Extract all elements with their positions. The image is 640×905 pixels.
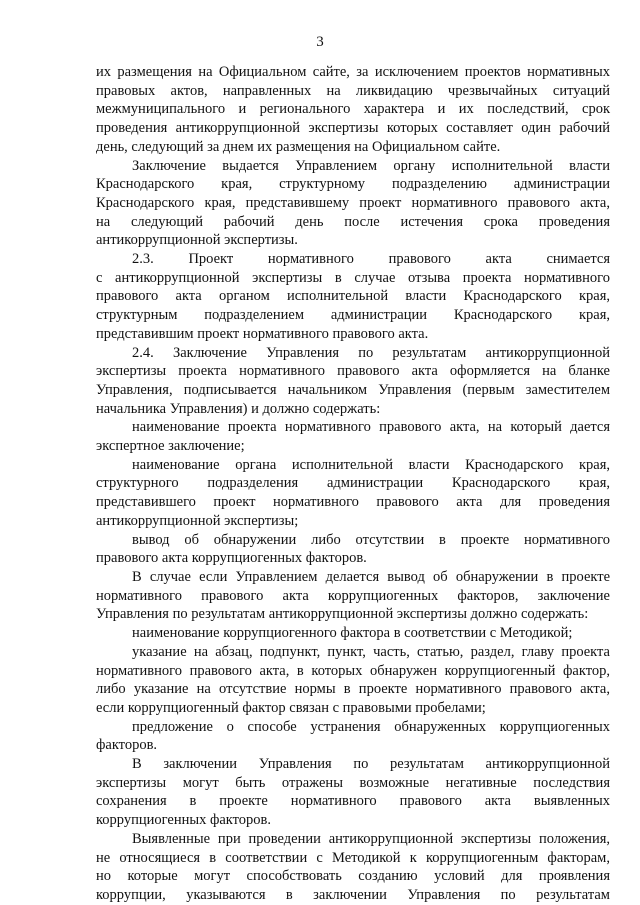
text-line: на следующий рабочий день после истечения срока проведения (96, 213, 610, 230)
text-line: правового акта коррупциогенных факторов. (96, 550, 367, 567)
text-line: коррупции, указываются в заключении Управления по результатам (96, 886, 610, 903)
text-line: либо указание на отсутствие нормы в проекте нормативного правового акта, (96, 681, 610, 698)
text-line: структурного подразделения администрации Краснодарского края, (96, 475, 610, 492)
text-line: предложение о способе устранения обнаруженных коррупциогенных (132, 718, 610, 735)
text-line: В заключении Управления по результатам антикоррупционной (132, 756, 610, 773)
text-line: нормативного правового акта, в которых обнаружен коррупциогенный фактор, (96, 662, 610, 679)
text-line: антикоррупционной экспертизы; (96, 512, 299, 529)
text-line: сохранения в проекте нормативного правового акта выявленных (96, 793, 610, 810)
text-line: если коррупциогенный фактор связан с правовыми пробелами; (96, 699, 486, 716)
text-line: представившим проект нормативного правового акта. (96, 325, 429, 342)
page-number: 3 (316, 34, 324, 50)
text-line: Выявленные при проведении антикоррупционной экспертизы положения, (132, 830, 610, 847)
text-line: нормативного правового акта коррупциогенных факторов, заключение (96, 587, 610, 604)
text-line: правового акта органом исполнительной власти Краснодарского края, (96, 288, 610, 305)
text-line: структурным подразделением администрации Краснодарского края, (96, 307, 610, 324)
text-line: Заключение выдается Управлением органу исполнительной власти (132, 157, 610, 174)
text-line: указание на абзац, подпункт, пункт, часть, статью, раздел, главу проекта (132, 643, 610, 660)
text-line: начальника Управления) и должно содержать: (96, 400, 381, 417)
text-line: Управления по результатам антикоррупционной экспертизы должно содержать: (96, 606, 589, 623)
text-line: наименование коррупциогенного фактора в соответствии с Методикой; (132, 625, 573, 642)
text-line: Краснодарского края, структурному подразделению администрации (96, 176, 610, 193)
document-body (96, 63, 610, 905)
text-line: Управления, подписывается начальником Управления (первым заместителем (96, 381, 610, 398)
text-line: проведения антикоррупционной экспертизы которых составляет один рабочий (96, 120, 610, 137)
text-line: с антикоррупционной экспертизы в случае отзыва проекта нормативного (96, 269, 610, 286)
text-line: но которые могут способствовать созданию условий для проявления (96, 868, 610, 885)
text-line: 2.3. Проект нормативного правового акта снимается (132, 251, 610, 268)
text-line: экспертное заключение; (96, 438, 245, 455)
text-line: их размещения на Официальном сайте, за исключением проектов нормативных (96, 64, 610, 80)
text-line: коррупциогенных факторов. (96, 812, 272, 829)
text-line: день, следующий за днем их размещения на Официальном сайте. (96, 138, 501, 155)
text-line: наименование проекта нормативного правового акта, на который дается (132, 419, 610, 436)
text-line: правовых актов, направленных на ликвидацию чрезвычайных ситуаций (96, 82, 610, 99)
text-line: не относящиеся в соответствии с Методикой к коррупциогенным факторам, (96, 849, 610, 866)
text-line: факторов. (96, 737, 158, 754)
text-line: 2.4. Заключение Управления по результатам антикоррупционной (132, 344, 610, 361)
text-line: экспертизы проекта нормативного правового акта оформляется на бланке (96, 363, 610, 380)
text-line: Краснодарского края, представившему проект нормативного правового акта, (96, 194, 610, 211)
text-line: межмуниципального и регионального характера и их последствий, срок (96, 101, 610, 118)
text-line: антикоррупционной экспертизы. (96, 232, 298, 249)
text-line: вывод об обнаружении либо отсутствии в проекте нормативного (132, 531, 610, 548)
text-line: экспертизы могут быть отражены возможные негативные последствия (96, 774, 610, 791)
text-line: наименование органа исполнительной власти Краснодарского края, (132, 456, 610, 473)
text-line: В случае если Управлением делается вывод об обнаружении в проекте (132, 568, 610, 585)
text-line: представившего проект нормативного правового акта для проведения (96, 494, 610, 511)
